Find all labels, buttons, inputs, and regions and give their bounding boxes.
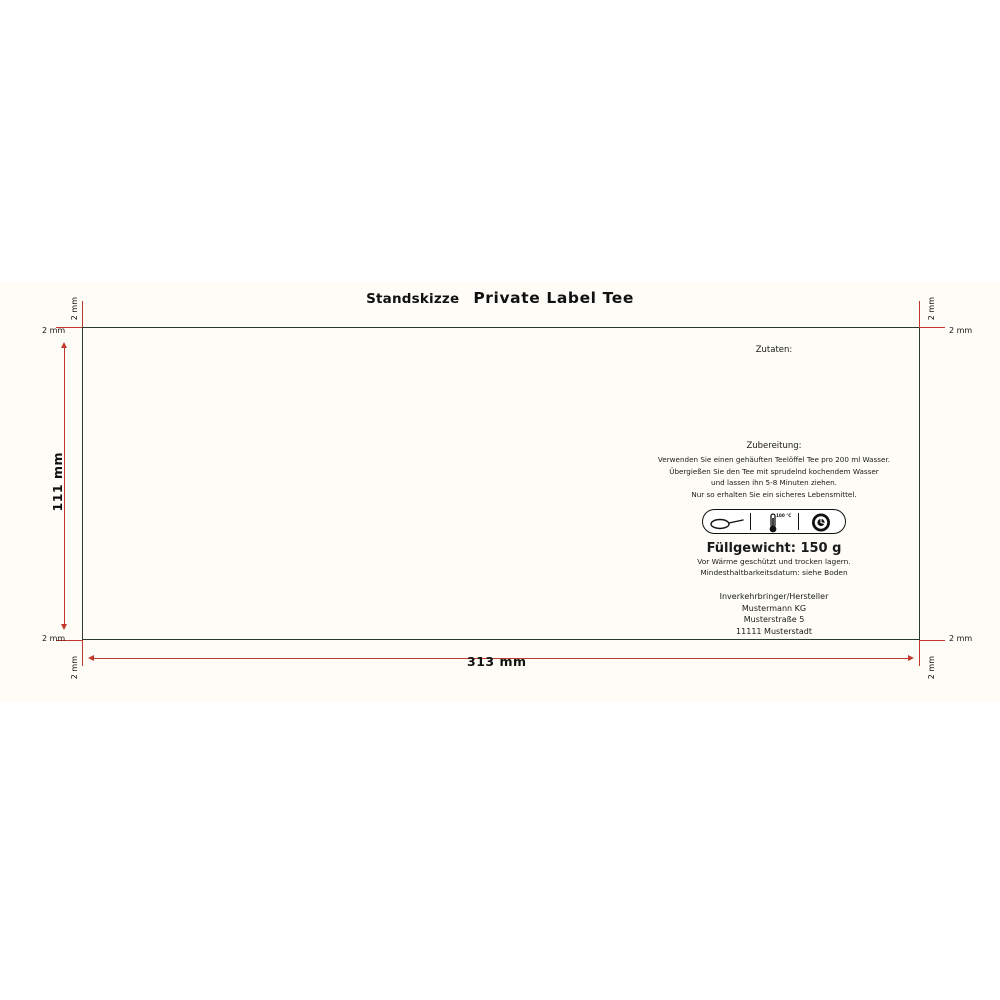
width-arrow-left — [88, 655, 94, 661]
producer-line: Mustermann KG — [741, 603, 807, 613]
tick-bottom-right-horizontal — [919, 640, 945, 641]
tick-top-right-horizontal — [919, 327, 945, 328]
tick-label-top-left-vertical: 2 mm — [70, 297, 79, 321]
tick-label-top-right-horizontal: 2 mm — [949, 326, 973, 335]
preparation-line: Verwenden Sie einen gehäuften Teelöffel Tee pro 200 ml Wasser. — [657, 455, 891, 464]
preparation-heading: Zubereitung: — [746, 441, 802, 451]
producer-heading: Inverkehrbringer/Hersteller — [719, 592, 829, 601]
ingredients-heading: Zutaten: — [755, 345, 793, 355]
preparation-line: Übergießen Sie den Tee mit sprudelnd kochendem Wasser — [669, 466, 879, 476]
tick-label-top-right-vertical: 2 mm — [927, 297, 936, 321]
width-arrow-right — [908, 655, 914, 661]
producer-block — [640, 591, 908, 637]
storage-line: Vor Wärme geschützt und trocken lagern. — [697, 557, 851, 566]
tick-label-top-left-horizontal: 2 mm — [42, 326, 66, 335]
tick-bottom-right-vertical — [919, 640, 920, 666]
producer-line: Musterstraße 5 — [743, 615, 805, 624]
height-arrow-top — [61, 342, 67, 348]
width-dimension-label: 313 mm — [467, 654, 527, 669]
tick-label-bottom-right-vertical: 2 mm — [927, 656, 936, 680]
preparation-line: und lassen ihn 5-8 Minuten ziehen. — [711, 478, 837, 487]
title-product: Private Label Tee — [473, 289, 634, 307]
spoon-icon — [703, 510, 750, 533]
tick-top-right-vertical — [919, 301, 920, 327]
fill-weight-text: Füllgewicht: 150 g — [706, 541, 842, 556]
label-content-block — [640, 345, 908, 637]
tick-label-bottom-right-horizontal: 2 mm — [949, 634, 973, 643]
pictogram-temperature-label: 100 °C — [776, 513, 792, 518]
tick-label-bottom-left-horizontal: 2 mm — [42, 634, 66, 643]
height-dimension-label: 111 mm — [50, 452, 65, 512]
tick-top-left-vertical — [82, 301, 83, 327]
preparation-pictogram-bar — [702, 509, 846, 534]
tick-label-bottom-left-vertical: 2 mm — [70, 656, 79, 680]
tick-bottom-left-vertical — [82, 640, 83, 666]
thermometer-icon — [750, 510, 798, 533]
height-arrow-bottom — [61, 624, 67, 630]
producer-line: 11111 Musterstadt — [736, 626, 812, 636]
clock-icon — [798, 510, 845, 533]
storage-line: Mindesthaltbarkeitsdatum: siehe Boden — [700, 568, 848, 577]
preparation-line: Nur so erhalten Sie ein sicheres Lebensmittel. — [691, 489, 857, 499]
page-title — [0, 289, 1000, 308]
title-prefix: Standskizze — [366, 291, 460, 307]
